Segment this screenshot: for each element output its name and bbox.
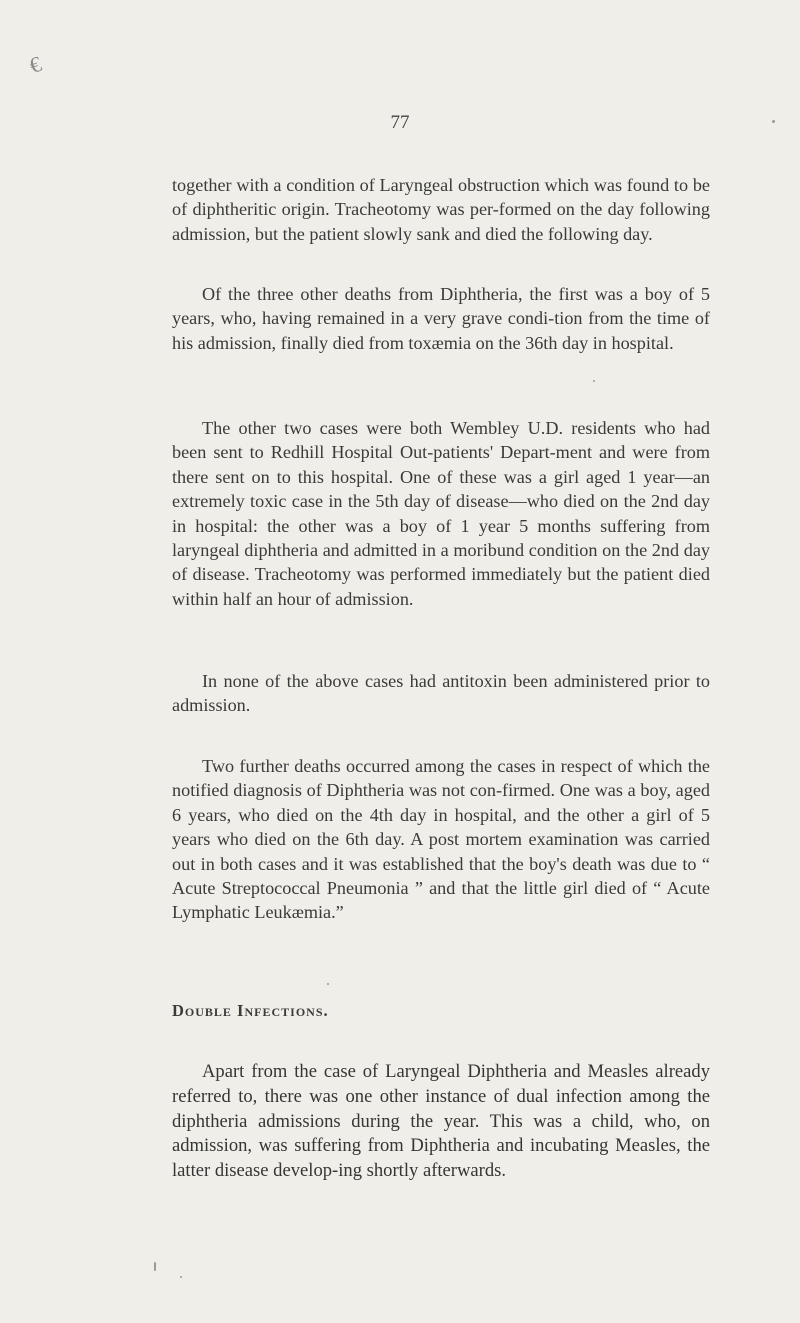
- paper-speck: [593, 380, 595, 382]
- corner-mark: €: [26, 50, 45, 79]
- paper-speck: [772, 120, 775, 123]
- paper-speck: [154, 1262, 156, 1271]
- paper-speck: [327, 983, 329, 985]
- paragraph-4: In none of the above cases had antitoxin been administered prior to admission.: [172, 671, 710, 716]
- paragraph-5: Two further deaths occurred among the cases in respect of which the notified diagnosis of Diphtheria was not con-firmed. One was a boy, aged 6 years, who died on the 4th day in hospital, and the other a girl of 5 years who died on the 6th day. A post mortem examination was carried out in both cases and it was established that the boy's death was due to “ Acute Streptococcal Pneumonia ” and that the little girl died of “ Acute Lymphatic Leukæmia.”: [172, 756, 710, 923]
- paragraph-3: The other two cases were both Wembley U.D. residents who had been sent to Redhill Hospital Out-patients' Depart-ment and were from there sent on to this hospital. One of these was a girl aged 1 year—an extremely toxic case in the 5th day of disease—who died on the 2nd day in hospital: the other was a boy of 1 year 5 months suffering from laryngeal diphtheria and admitted in a moribund condition on the 2nd day of disease. Tracheotomy was performed immediately but the patient died within half an hour of admission.: [172, 418, 710, 609]
- section-paragraph: Apart from the case of Laryngeal Diphtheria and Measles already referred to, there was one other instance of dual infection among the diphtheria admissions during the year. This was a child, who, on admission, was suffering from Diphtheria and incubating Measles, the latter disease develop-ing shortly afterwards.: [172, 1061, 710, 1182]
- paragraph-2: Of the three other deaths from Diphtheria, the first was a boy of 5 years, who, having remained in a very grave condi-tion from the time of his admission, finally died from toxæmia on the 36th day in hospital.: [172, 284, 710, 353]
- paper-speck: [180, 1276, 182, 1278]
- page-number: 77: [390, 112, 410, 133]
- section-heading: Double Infections.: [172, 1001, 329, 1020]
- paragraph-1: together with a condition of Laryngeal obstruction which was found to be of diphtheritic origin. Tracheotomy was per-formed on the day following admission, but the patient slowly sank and died the following day.: [172, 175, 710, 244]
